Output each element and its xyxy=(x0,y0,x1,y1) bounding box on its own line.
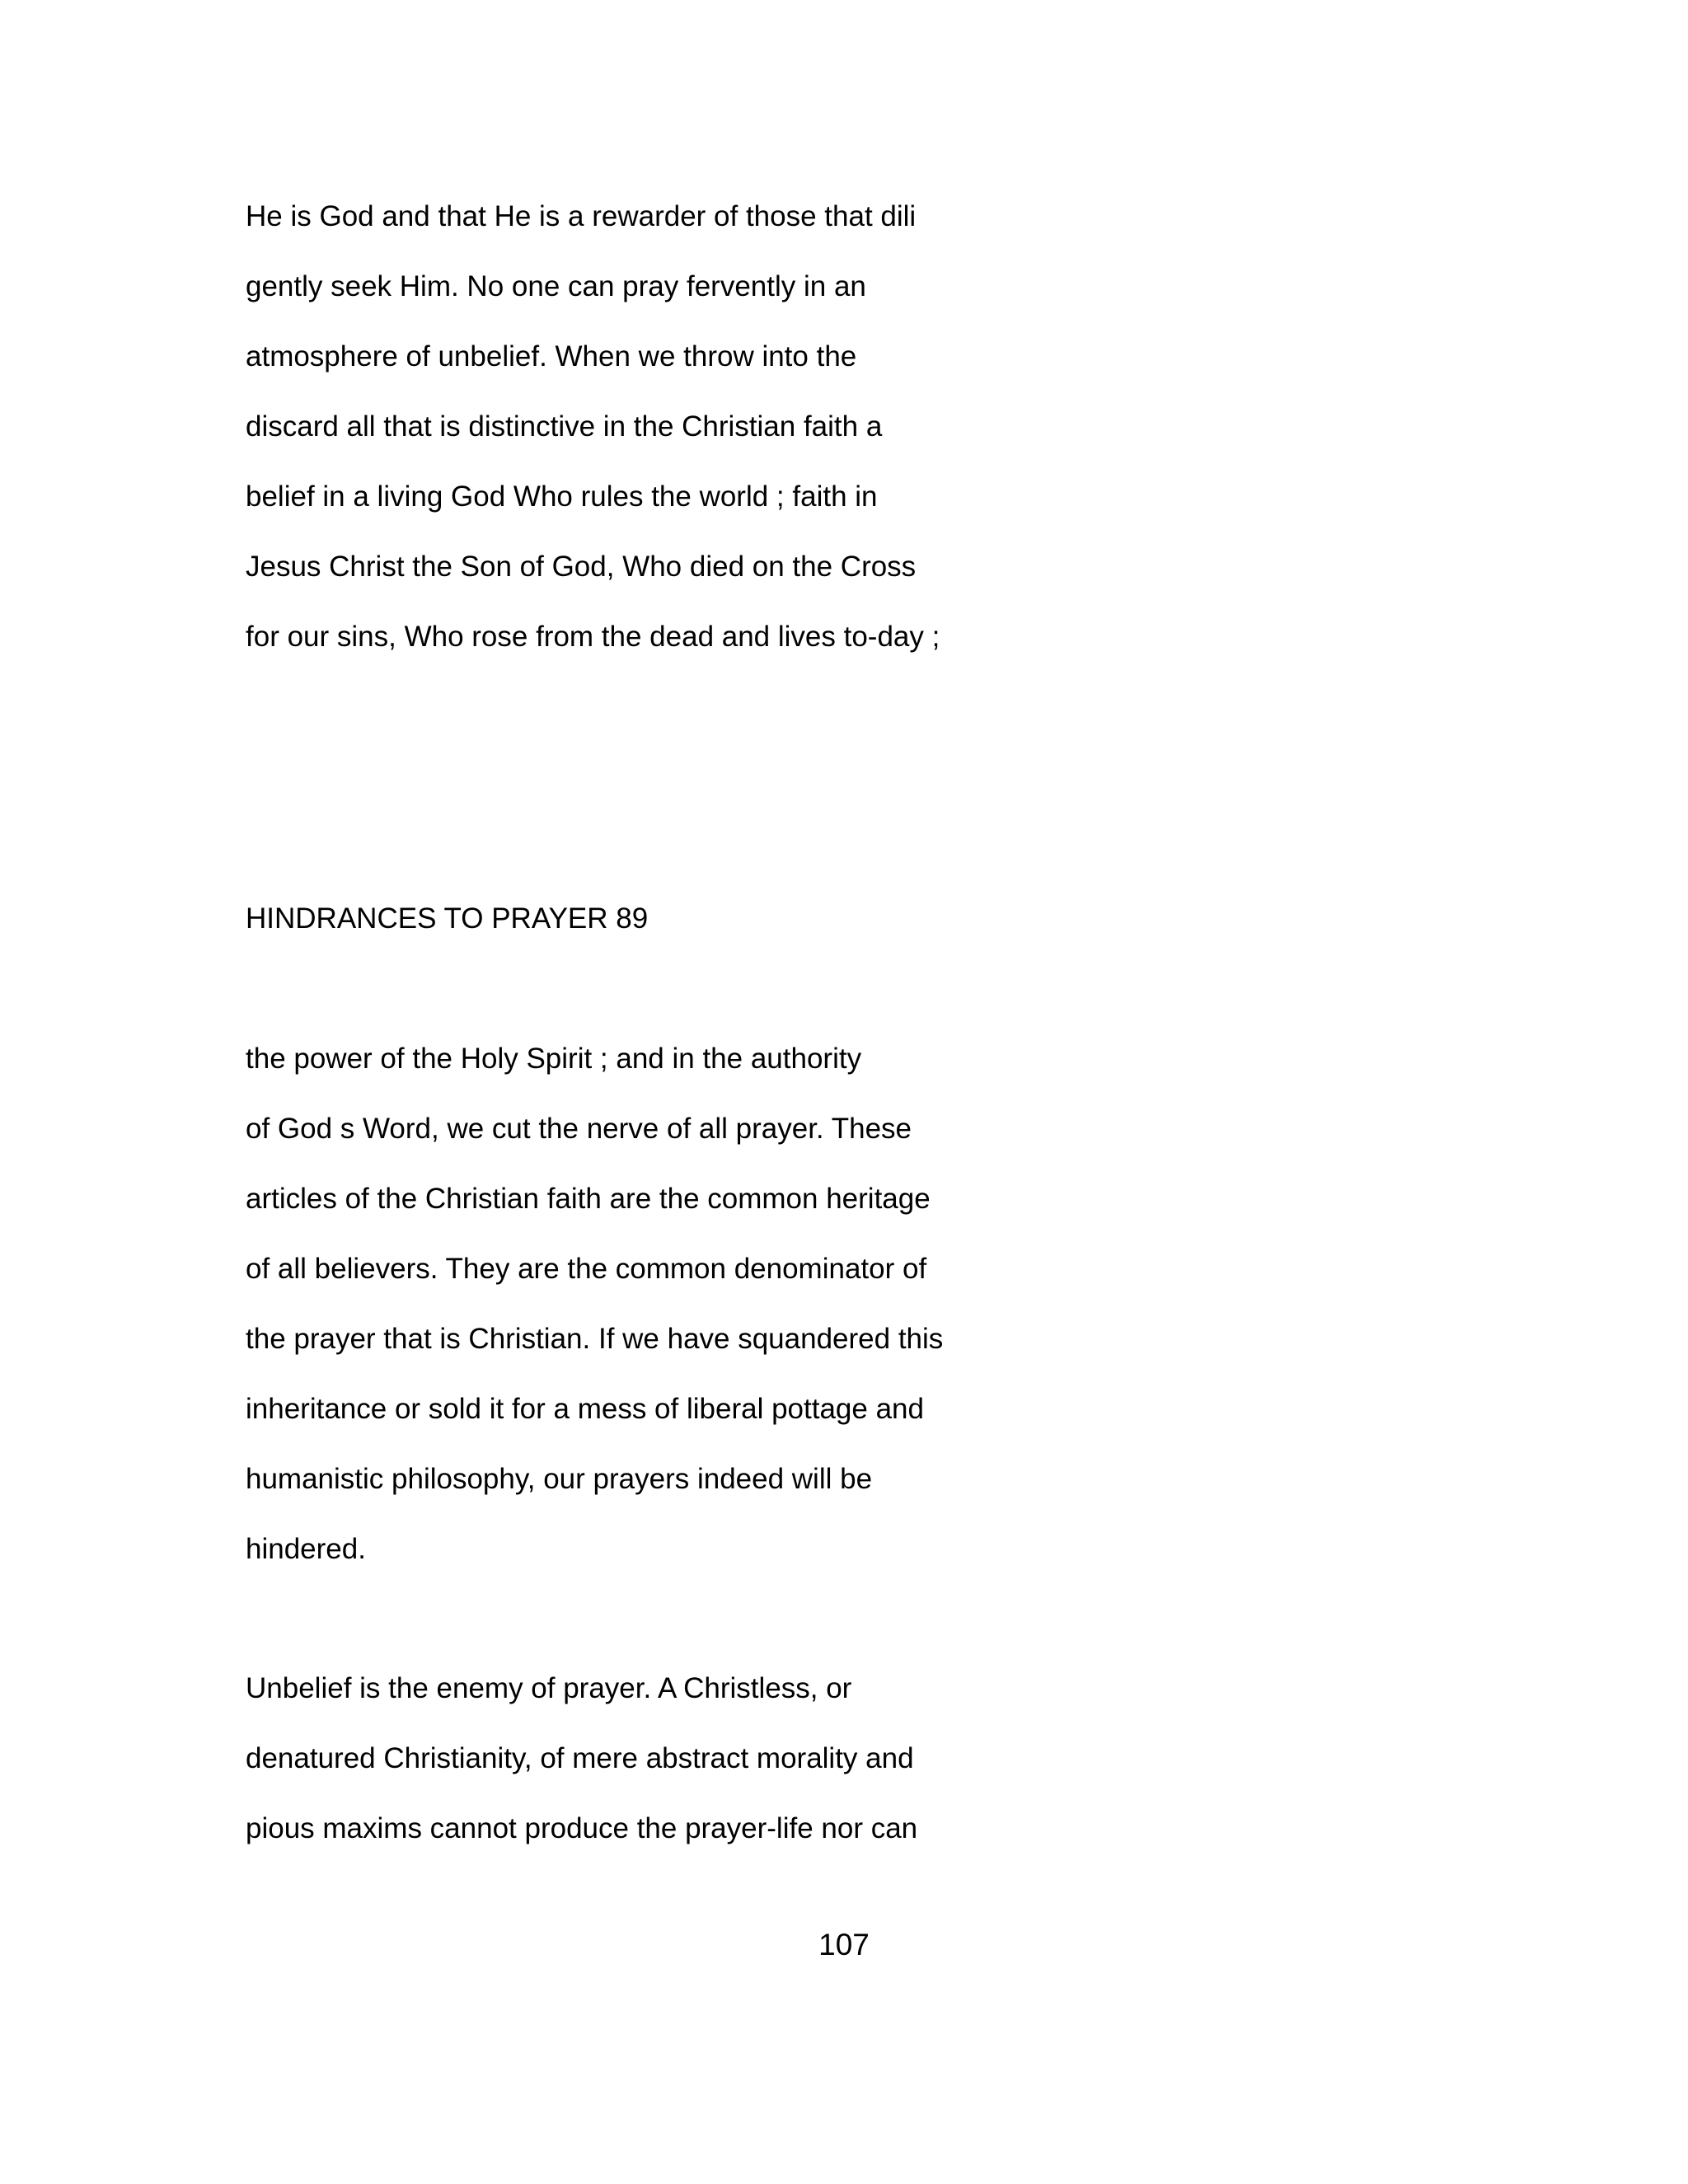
text-line: inheritance or sold it for a mess of liberal pottage and xyxy=(246,1393,924,1425)
paragraph-3 xyxy=(246,1653,1235,1863)
text-line: the power of the Holy Spirit ; and in the authority xyxy=(246,1043,862,1075)
text-line: for our sins, Who rose from the dead and lives to-day ; xyxy=(246,621,940,653)
text-line: of all believers. They are the common denominator of xyxy=(246,1253,927,1285)
text-line: Unbelief is the enemy of prayer. A Christless, or xyxy=(246,1672,852,1704)
text-line: discard all that is distinctive in the Christian faith a xyxy=(246,410,883,443)
paragraph-2 xyxy=(246,1024,1235,1584)
paragraph-1 xyxy=(246,181,1235,672)
text-line: of God s Word, we cut the nerve of all prayer. These xyxy=(246,1113,912,1145)
text-line: hindered. xyxy=(246,1533,366,1565)
text-line: gently seek Him. No one can pray fervently in an xyxy=(246,270,866,302)
text-line: humanistic philosophy, our prayers indeed will be xyxy=(246,1463,873,1495)
text-line: atmosphere of unbelief. When we throw into the xyxy=(246,340,857,373)
text-line: denatured Christianity, of mere abstract morality and xyxy=(246,1742,914,1774)
text-line: belief in a living God Who rules the world ; faith in xyxy=(246,480,878,513)
text-line: articles of the Christian faith are the common heritage xyxy=(246,1183,931,1215)
text-line: pious maxims cannot produce the prayer-life nor can xyxy=(246,1812,918,1844)
text-line: Jesus Christ the Son of God, Who died on the Cross xyxy=(246,551,917,583)
page-number: 107 xyxy=(818,1928,870,1961)
text-line: the prayer that is Christian. If we have squandered this xyxy=(246,1323,944,1355)
text-line: He is God and that He is a rewarder of those that dili xyxy=(246,200,917,232)
running-header: HINDRANCES TO PRAYER 89 xyxy=(246,902,649,935)
